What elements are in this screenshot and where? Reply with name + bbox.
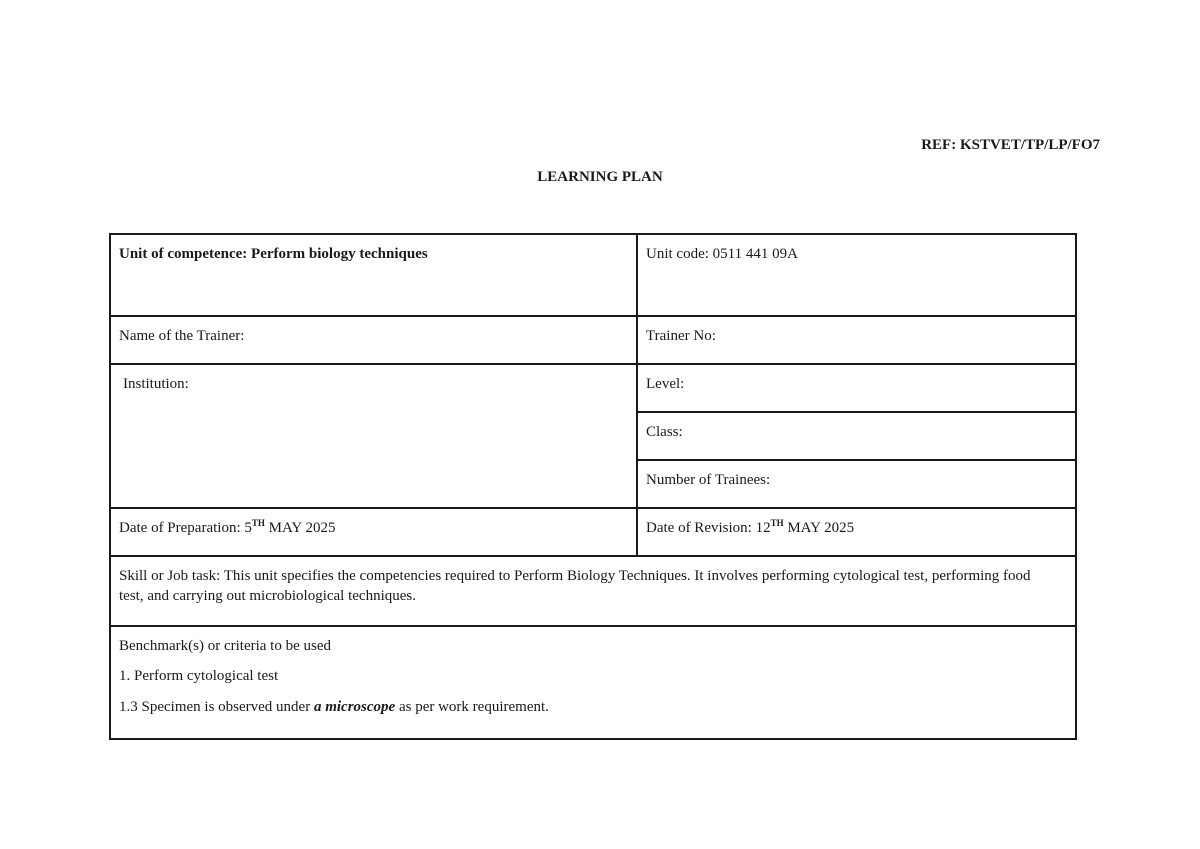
benchmark-item-1-3 bbox=[119, 697, 1067, 717]
date-preparation-sup: TH bbox=[251, 518, 265, 528]
benchmark-item-1-3-post: as per work requirement. bbox=[395, 698, 549, 715]
table-row bbox=[110, 364, 1076, 412]
benchmark-heading: Benchmark(s) or criteria to be used bbox=[119, 638, 331, 654]
date-revision-sup: TH bbox=[770, 518, 784, 528]
benchmark-cell bbox=[110, 626, 1076, 739]
table-row bbox=[110, 316, 1076, 364]
num-trainees-cell: Number of Trainees: bbox=[637, 460, 1076, 508]
table-row bbox=[110, 556, 1076, 626]
reference-code: REF: KSTVET/TP/LP/FO7 bbox=[921, 137, 1100, 153]
date-revision-cell bbox=[637, 508, 1076, 556]
learning-plan-table bbox=[109, 233, 1077, 740]
date-preparation-label: Date of Preparation: 5 bbox=[119, 520, 252, 536]
table-row bbox=[110, 508, 1076, 556]
unit-of-competence-cell: Unit of competence: Perform biology techniques bbox=[110, 234, 637, 316]
date-revision-rest: MAY 2025 bbox=[783, 520, 855, 536]
trainer-name-cell: Name of the Trainer: bbox=[110, 316, 637, 364]
microscope-emphasis: a microscope bbox=[313, 698, 396, 715]
benchmark-item-1: 1. Perform cytological test bbox=[119, 668, 279, 685]
table-row bbox=[110, 626, 1076, 739]
skill-job-task-cell: Skill or Job task: This unit specifies the competencies required to Perform Biology Techniques. It involves performing cytological test, performing food test, and carrying out microbiological techniques. bbox=[110, 556, 1076, 626]
trainer-no-cell: Trainer No: bbox=[637, 316, 1076, 364]
date-preparation-cell bbox=[110, 508, 637, 556]
level-cell: Level: bbox=[637, 364, 1076, 412]
class-cell: Class: bbox=[637, 412, 1076, 460]
institution-label: Institution: bbox=[123, 376, 189, 392]
date-revision-label: Date of Revision: 12 bbox=[646, 520, 771, 536]
unit-code-cell: Unit code: 0511 441 09A bbox=[637, 234, 1076, 316]
institution-cell bbox=[110, 364, 637, 508]
page-title: LEARNING PLAN bbox=[537, 169, 663, 185]
benchmark-item-1-3-pre: 1.3 Specimen is observed under bbox=[119, 698, 314, 715]
table-row bbox=[110, 234, 1076, 316]
date-preparation-rest: MAY 2025 bbox=[264, 520, 336, 536]
